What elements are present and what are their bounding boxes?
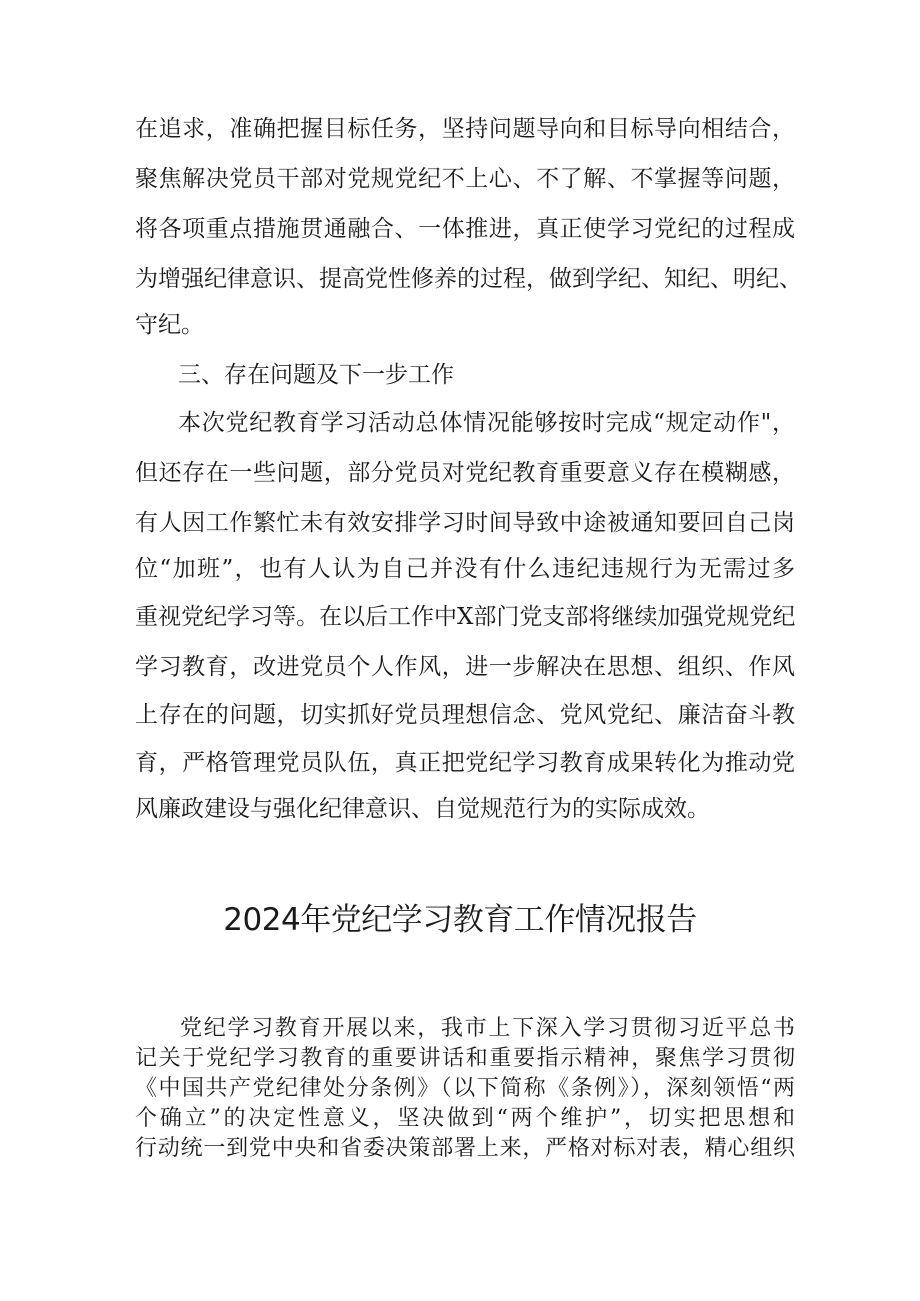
- paragraph-line: 为增强纪律意识、提高党性修养的过程，做到学纪、知纪、明纪、: [135, 266, 802, 292]
- paragraph-line: 在追求，准确把握目标任务，坚持问题导向和目标导向相结合，: [135, 116, 795, 142]
- paragraph-line: 《中国共产党纪律处分条例》（以下简称《条例》），深刻领悟“两: [135, 1076, 795, 1101]
- paragraph-line: 守纪。: [135, 312, 204, 338]
- paragraph-line: 育，严格管理党员队伍，真正把党纪学习教育成果转化为推动党: [135, 750, 795, 776]
- paragraph-line: 行动统一到党中央和省委决策部署上来，严格对标对表，精心组织: [135, 1136, 795, 1161]
- paragraph-line: 位“加班”，也有人认为自己并没有什么违纪违规行为无需过多: [135, 556, 795, 582]
- paragraph-line: 风廉政建设与强化纪律意识、自觉规范行为的实际成效。: [135, 796, 710, 822]
- paragraph-line: 个确立”的决定性意义，坚决做到“两个维护”，切实把思想和: [135, 1106, 795, 1131]
- paragraph-line: 党纪学习教育开展以来，我市上下深入学习贯彻习近平总书: [180, 1016, 795, 1041]
- paragraph-line: 学习教育，改进党员个人作风，进一步解决在思想、组织、作风: [135, 654, 795, 680]
- paragraph-line: 聚焦解决党员干部对党规党纪不上心、不了解、不掌握等问题，: [135, 166, 795, 192]
- paragraph-line: 本次党纪教育学习活动总体情况能够按时完成“规定动作"，: [178, 410, 795, 436]
- paragraph-line: 有人因工作繁忙未有效安排学习时间导致中途被通知要回自己岗: [135, 510, 795, 536]
- paragraph-line: 重视党纪学习等。在以后工作中X部门党支部将继续加强党规党纪: [135, 604, 796, 630]
- section-heading: 三、存在问题及下一步工作: [178, 362, 454, 388]
- paragraph-line: 将各项重点措施贯通融合、一体推进，真正使学习党纪的过程成: [135, 216, 795, 242]
- paragraph-line: 上存在的问题，切实抓好党员理想信念、党风党纪、廉洁奋斗教: [135, 702, 795, 728]
- paragraph-line: 但还存在一些问题，部分党员对党纪教育重要意义存在模糊感，: [135, 460, 795, 486]
- report-title: 2024年党纪学习教育工作情况报告: [223, 902, 697, 938]
- paragraph-line: 记关于党纪学习教育的重要讲话和重要指示精神，聚焦学习贯彻: [135, 1046, 795, 1071]
